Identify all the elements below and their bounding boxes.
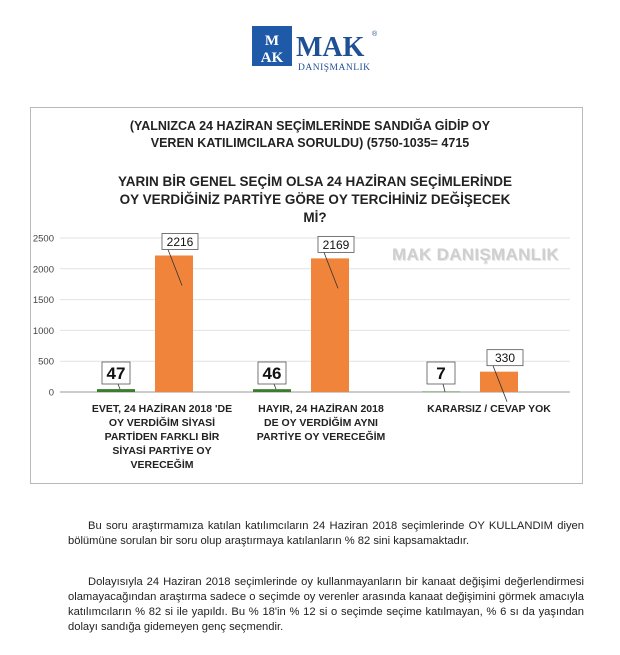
logo-mark-text-bottom: AK [260,50,284,66]
chart-title-line1: YARIN BİR GENEL SEÇİM OLSA 24 HAZİRAN SEÇİMLERİNDE [117,174,513,189]
category-label-line: SİYASİ PARTİYE OY [112,445,212,457]
chart-title-line3: Mİ? [303,210,327,225]
callout-leader [443,384,445,392]
chart-subtitle-line1: (YALNIZCA 24 HAZİRAN SEÇİMLERİNDE SANDIĞA GİDİP OY [129,119,491,133]
paragraph-2 [68,575,584,635]
bar-count [311,258,349,392]
category-label [410,402,568,416]
y-tick-label: 0 [48,387,54,399]
chart-subtitle-line2: VEREN KATILIMCILARA SORULDU) (5750-1035= 4715 [150,136,470,150]
category-label-line: PARTİDEN FARKLI BİR [104,431,220,443]
category-label-line: KARARSIZ / CEVAP YOK [427,403,551,415]
bar-count [155,255,193,392]
y-tick-label: 2500 [32,233,54,245]
logo-name: MAK [296,32,365,63]
data-label-percent: 7 [436,364,446,383]
callout-leader [274,384,276,389]
logo-mark-text-top: M [264,33,280,49]
watermark: MAK DANIŞMANLIK [392,245,559,264]
category-label-line: PARTİYE OY VERECEĞİM [256,431,386,443]
y-tick-label: 1000 [32,325,54,337]
category-label-line: HAYIR, 24 HAZİRAN 2018 [258,403,384,415]
data-label-count: 2169 [322,237,350,252]
category-label-line: OY VERDİĞİM SİYASİ [108,417,216,429]
bar-percent [422,392,460,393]
paragraph-1 [68,519,584,549]
category-label [246,402,396,444]
data-label-percent: 47 [106,364,126,383]
chart-title-line2: OY VERDİĞİNİZ PARTİYE GÖRE OY TERCİHİNİZ DEĞİŞECEK [119,192,511,207]
bar-percent [97,389,135,392]
category-label-line: EVET, 24 HAZİRAN 2018 'DE [91,403,233,415]
y-tick-label: 1500 [32,295,54,307]
category-label [74,402,250,472]
category-label-line: VERECEĞİM [130,459,194,471]
paragraph-2-text: Dolayısıyla 24 Haziran 2018 seçimlerinde oy kullanmayanların bir kanaat değişimi değerlendirmesi olamayacağından araştırma sadece o seçimde oy verenler arasında kanaat değişimini görmek amacıyla katılımcıların % 82 si ile yapıldı. Bu % 18'in % 12 si o seçimde seçime katılmayan, % 6 sı da yaşından dolayı sandığa gidemeyen genç seçmendir. [68,576,584,633]
logo-registered: ® [372,31,378,38]
category-label-line: DE OY VERDİĞİM AYNI [264,417,378,429]
callout-leader [118,384,120,389]
y-tick-label: 500 [38,356,54,368]
y-tick-label: 2000 [32,264,54,276]
bar-percent [253,389,291,392]
data-label-count: 2216 [166,234,194,249]
paragraph-1-text: Bu soru araştırmamıza katılan katılımcıların 24 Haziran 2018 seçimlerinde OY KULLANDIM diyen bölümüne sorulan bir soru olup araştırmaya katılanların % 82 sini kapsamaktadır. [68,520,584,547]
logo-tagline: DANIŞMANLIK [298,63,371,73]
data-label-percent: 46 [262,364,282,383]
data-label-count: 330 [494,351,516,366]
